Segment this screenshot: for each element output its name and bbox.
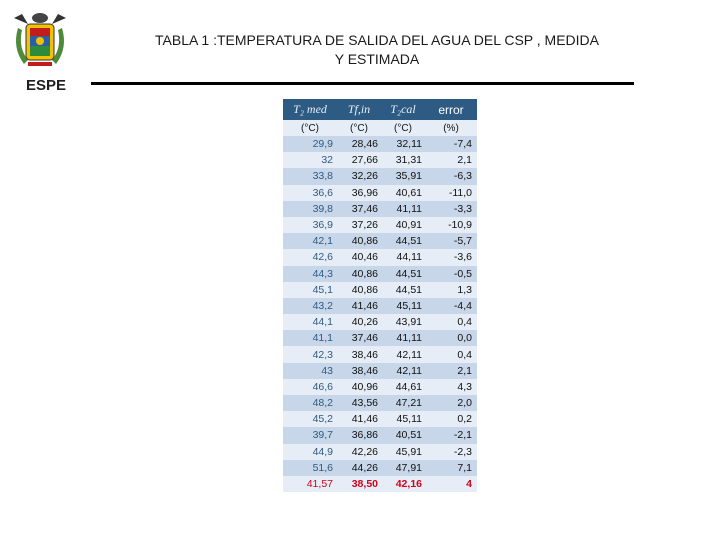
table-row: [283, 249, 477, 265]
unit-tf-in: (°C): [350, 122, 368, 134]
cell-error: -2,1: [453, 429, 472, 442]
total-error: 4: [466, 477, 472, 490]
table-row: [283, 363, 477, 379]
table-row: [283, 395, 477, 411]
cell-error: -5,7: [453, 235, 472, 248]
cell-t2-med: 39,7: [312, 429, 333, 442]
cell-error: 7,1: [457, 461, 472, 474]
cell-tf-in: 37,26: [351, 219, 378, 232]
cell-t2-med: 29,9: [312, 138, 333, 151]
units-row: [283, 120, 477, 136]
cell-tf-in: 40,86: [351, 235, 378, 248]
table-row: [283, 152, 477, 168]
cell-error: -3,6: [453, 251, 472, 264]
table-row: [283, 298, 477, 314]
cell-tf-in: 36,86: [351, 429, 378, 442]
column-header-tf-in: Tf,in: [347, 102, 371, 116]
cell-t2-cal: 41,11: [396, 332, 422, 345]
cell-tf-in: 28,46: [351, 138, 378, 151]
cell-tf-in: 40,86: [351, 283, 378, 296]
cell-tf-in: 38,46: [351, 364, 378, 377]
cell-tf-in: 42,26: [351, 445, 378, 458]
cell-t2-med: 42,3: [312, 348, 333, 361]
unit-t2-cal: (°C): [394, 122, 412, 134]
cell-t2-cal: 42,11: [396, 348, 422, 361]
cell-t2-med: 36,9: [312, 219, 333, 232]
table-header: [283, 99, 477, 120]
cell-error: 0,2: [457, 413, 472, 426]
column-header-t2-cal: T₂cal: [390, 102, 416, 116]
table-row: [283, 427, 477, 443]
title-divider: [91, 82, 634, 85]
cell-t2-cal: 44,51: [395, 235, 422, 248]
cell-t2-med: 33,8: [312, 170, 333, 183]
cell-tf-in: 37,46: [351, 332, 378, 345]
cell-t2-cal: 44,61: [395, 380, 422, 393]
cell-t2-med: 32: [321, 154, 333, 167]
cell-error: 0,0: [457, 332, 472, 345]
total-t2-med: 41,57: [306, 477, 333, 490]
cell-tf-in: 41,46: [351, 413, 378, 426]
espe-logo: [8, 8, 72, 72]
cell-error: 4,3: [457, 380, 472, 393]
cell-error: -10,9: [448, 219, 472, 232]
page-title: [92, 31, 662, 69]
table-row: [283, 346, 477, 362]
table-row: [283, 217, 477, 233]
cell-error: -2,3: [453, 445, 472, 458]
table-row: [283, 444, 477, 460]
cell-tf-in: 27,66: [351, 154, 378, 167]
cell-t2-cal: 41,11: [396, 202, 422, 215]
table-row: [283, 185, 477, 201]
cell-t2-med: 44,9: [312, 445, 333, 458]
title-line-2: Y ESTIMADA: [334, 51, 420, 67]
cell-error: -6,3: [453, 170, 472, 183]
cell-t2-med: 42,1: [312, 235, 333, 248]
cell-error: -3,3: [453, 202, 472, 215]
cell-t2-cal: 45,11: [396, 413, 422, 426]
cell-tf-in: 32,26: [351, 170, 378, 183]
cell-t2-cal: 44,51: [395, 267, 422, 280]
cell-t2-med: 43: [321, 364, 333, 377]
table-row: [283, 314, 477, 330]
cell-t2-med: 42,6: [312, 251, 333, 264]
cell-t2-cal: 40,51: [395, 429, 422, 442]
cell-t2-cal: 32,11: [396, 138, 422, 151]
cell-error: -0,5: [453, 267, 472, 280]
cell-t2-cal: 45,11: [396, 299, 422, 312]
cell-t2-cal: 44,51: [395, 283, 422, 296]
cell-t2-cal: 42,11: [396, 364, 422, 377]
cell-t2-med: 41,1: [312, 332, 333, 345]
cell-t2-med: 44,1: [312, 316, 333, 329]
table-row: [283, 282, 477, 298]
cell-t2-med: 45,2: [312, 413, 333, 426]
cell-tf-in: 41,46: [351, 299, 378, 312]
cell-t2-cal: 47,21: [395, 397, 422, 410]
cell-t2-cal: 44,11: [396, 251, 422, 264]
unit-error: (%): [443, 122, 459, 134]
column-header-error: error: [438, 102, 464, 117]
table-row: [283, 460, 477, 476]
cell-error: 1,3: [457, 283, 472, 296]
cell-error: 2,0: [457, 397, 472, 410]
cell-t2-cal: 45,91: [395, 445, 422, 458]
cell-t2-med: 48,2: [312, 397, 333, 410]
cell-t2-med: 44,3: [312, 267, 333, 280]
cell-t2-med: 39,8: [312, 202, 333, 215]
table-row: [283, 233, 477, 249]
cell-t2-cal: 40,61: [395, 186, 422, 199]
cell-tf-in: 40,46: [351, 251, 378, 264]
cell-t2-cal: 31,31: [395, 154, 422, 167]
cell-tf-in: 36,96: [351, 186, 378, 199]
temperature-table: [283, 99, 477, 492]
org-label: ESPE: [26, 77, 67, 94]
table-row: [283, 379, 477, 395]
cell-t2-cal: 35,91: [395, 170, 422, 183]
cell-t2-cal: 40,91: [395, 219, 422, 232]
unit-t2-med: (°C): [301, 122, 319, 134]
column-header-t2-med: T₂ med: [293, 102, 327, 116]
cell-tf-in: 38,46: [351, 348, 378, 361]
total-tf-in: 38,50: [351, 477, 378, 490]
cell-t2-med: 36,6: [312, 186, 333, 199]
table-body: [283, 136, 477, 476]
cell-t2-med: 45,1: [312, 283, 333, 296]
cell-error: -11,0: [448, 186, 472, 199]
cell-error: 0,4: [457, 348, 472, 361]
cell-t2-med: 51,6: [312, 461, 333, 474]
cell-t2-med: 46,6: [312, 380, 333, 393]
table-row: [283, 136, 477, 152]
cell-t2-cal: 47,91: [395, 461, 422, 474]
cell-tf-in: 37,46: [351, 202, 378, 215]
table-row: [283, 201, 477, 217]
cell-t2-med: 43,2: [312, 299, 333, 312]
table-row: [283, 411, 477, 427]
cell-error: -4,4: [453, 299, 472, 312]
total-t2-cal: 42,16: [395, 477, 422, 490]
cell-error: 2,1: [457, 364, 472, 377]
table-row: [283, 266, 477, 282]
cell-error: 2,1: [457, 154, 472, 167]
title-line-1: TABLA 1 :TEMPERATURA DE SALIDA DEL AGUA DEL CSP , MEDIDA: [155, 32, 599, 48]
cell-tf-in: 43,56: [351, 397, 378, 410]
totals-row: [283, 476, 477, 492]
cell-tf-in: 40,86: [351, 267, 378, 280]
table-row: [283, 330, 477, 346]
table-row: [283, 168, 477, 184]
cell-t2-cal: 43,91: [395, 316, 422, 329]
cell-tf-in: 40,26: [351, 316, 378, 329]
cell-error: -7,4: [453, 138, 472, 151]
cell-tf-in: 40,96: [351, 380, 378, 393]
cell-error: 0,4: [457, 316, 472, 329]
cell-tf-in: 44,26: [351, 461, 378, 474]
